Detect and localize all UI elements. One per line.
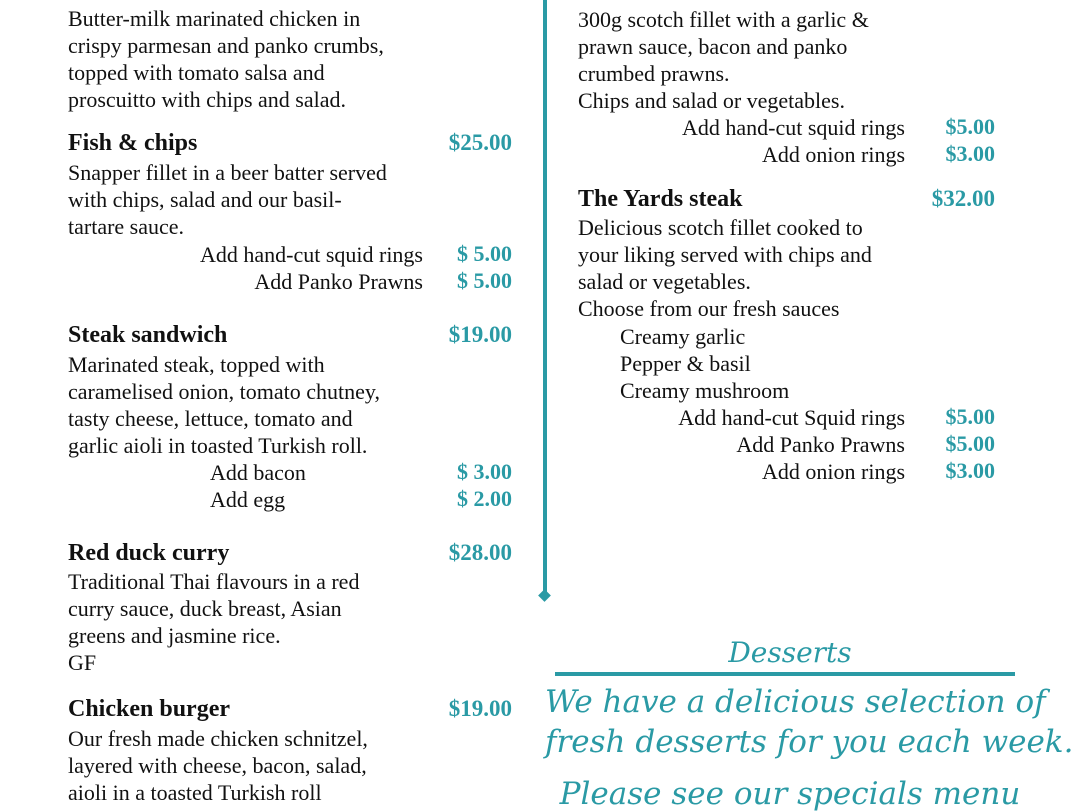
desserts-line: We have a delicious selection of [545,684,1046,720]
item-price: $25.00 [448,130,512,155]
sauce-option: Creamy mushroom [620,378,790,403]
item-title: Red duck curry [68,540,230,566]
description-line: salad or vegetables. [578,269,751,294]
description-line: Our fresh made chicken schnitzel, [68,726,368,751]
description-line: Traditional Thai flavours in a red [68,569,360,594]
description-line: garlic aioli in toasted Turkish roll. [68,433,368,458]
description-line: prawn sauce, bacon and panko [578,34,848,59]
description-line: aioli in a toasted Turkish roll [68,780,322,805]
addon-price: $3.00 [945,141,995,166]
sauce-option: Creamy garlic [620,324,746,349]
addon-price: $ 3.00 [457,459,512,484]
description-line: Snapper fillet in a beer batter served [68,160,387,185]
description-line: Butter-milk marinated chicken in [68,6,361,31]
description-line: caramelised onion, tomato chutney, [68,379,380,404]
addon-label: Add bacon [210,460,306,485]
item-title: The Yards steak [578,186,743,212]
item-price: $32.00 [931,186,995,211]
addon-label: Add Panko Prawns [736,432,905,457]
addon-price: $5.00 [945,431,995,456]
desserts-line: Please see our specials menu [559,776,1021,812]
description-line: tartare sauce. [68,214,185,239]
description-line: Delicious scotch fillet cooked to [578,215,863,240]
description-line: topped with tomato salsa and [68,60,325,85]
description-line: Choose from our fresh sauces [578,296,840,321]
description-line: crispy parmesan and panko crumbs, [68,33,384,58]
dietary-tag: GF [68,650,97,675]
item-title: Fish & chips [68,130,198,156]
item-title: Steak sandwich [68,322,228,348]
item-price: $28.00 [448,540,512,565]
addon-price: $5.00 [945,114,995,139]
description-line: 300g scotch fillet with a garlic & [578,7,869,32]
description-line: proscuitto with chips and salad. [68,87,347,112]
addon-label: Add egg [210,487,286,512]
addon-price: $5.00 [945,404,995,429]
description-line: your liking served with chips and [578,242,872,267]
description-line: Chips and salad or vegetables. [578,88,845,113]
addon-price: $ 5.00 [457,241,512,266]
addon-price: $ 5.00 [457,268,512,293]
description-line: greens and jasmine rice. [68,623,281,648]
desserts-heading: Desserts [728,636,852,669]
description-line: with chips, salad and our basil- [68,187,342,212]
divider-diamond [538,589,551,602]
description-line: curry sauce, duck breast, Asian [68,596,342,621]
addon-price: $ 2.00 [457,486,512,511]
desserts-divider [555,672,1015,676]
description-line: crumbed prawns. [578,61,730,86]
description-line: layered with cheese, bacon, salad, [68,753,367,778]
item-price: $19.00 [448,696,512,721]
addon-label: Add hand-cut squid rings [199,242,423,267]
description-line: tasty cheese, lettuce, tomato and [68,406,353,431]
description-line: Marinated steak, topped with [68,352,325,377]
addon-label: Add onion rings [762,459,905,484]
sauce-option: Pepper & basil [620,351,751,376]
item-title: Chicken burger [68,696,230,722]
column-divider [543,0,547,592]
addon-price: $3.00 [945,458,995,483]
addon-label: Add onion rings [762,142,905,167]
addon-label: Add hand-cut squid rings [681,115,905,140]
desserts-line: fresh desserts for you each week. [545,724,1074,760]
addon-label: Add hand-cut Squid rings [678,405,905,430]
addon-label: Add Panko Prawns [254,269,423,294]
item-price: $19.00 [448,322,512,347]
